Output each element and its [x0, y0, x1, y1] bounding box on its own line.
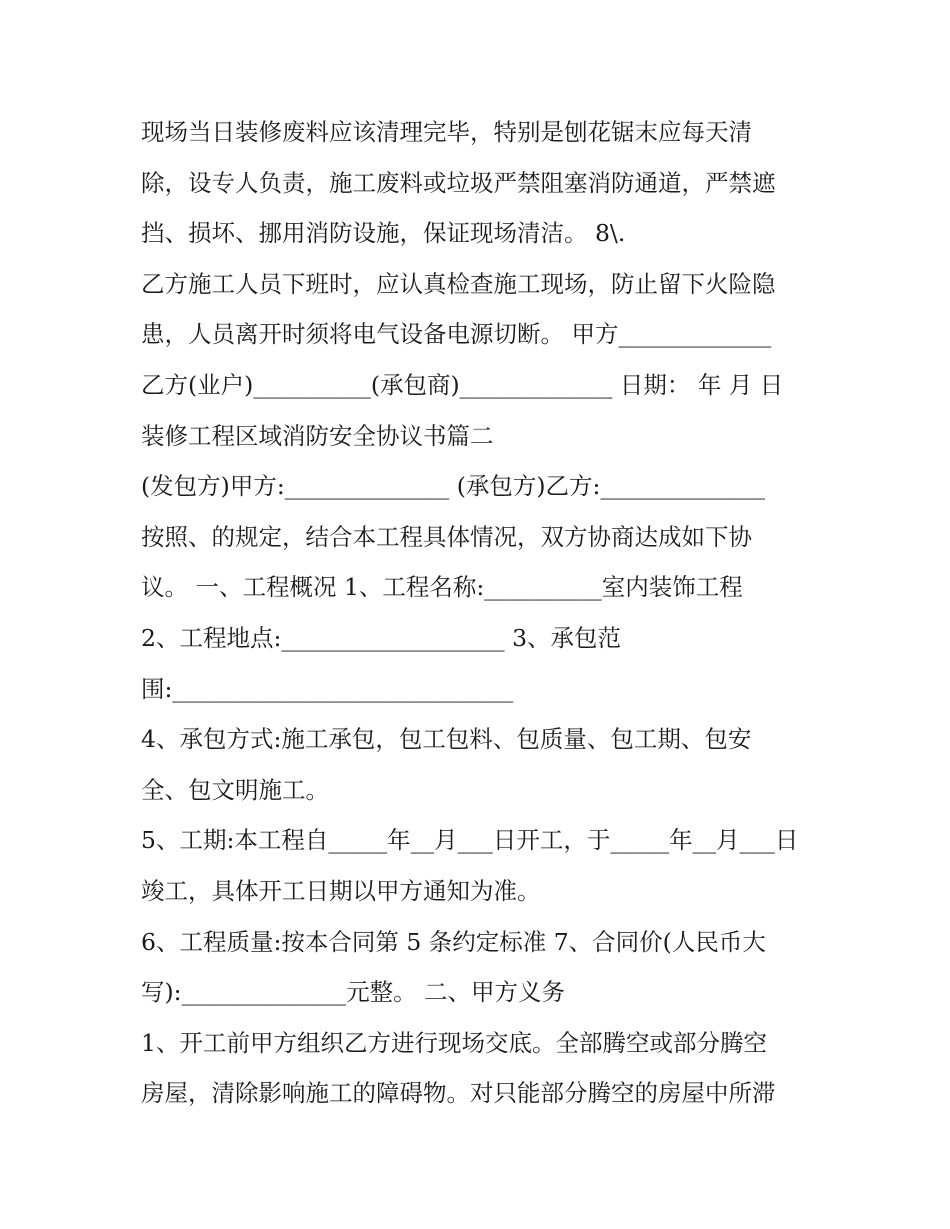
- text-line: 除，设专人负责，施工废料或垃圾严禁阻塞消防通道，严禁遮: [141, 168, 776, 197]
- text-line: 4、承包方式:施工承包，包工包料、包质量、包工期、包安: [141, 725, 752, 754]
- text-line: 乙方(业户)__________(承包商)_____________ 日期： 年 月 日: [141, 370, 784, 399]
- section-heading: 装修工程区域消防安全协议书篇二: [141, 421, 494, 450]
- text-line: 写):______________元整。 二、甲方义务: [141, 978, 566, 1007]
- text-line: 挡、损坏、挪用消防设施，保证现场清洁。 8\.: [141, 219, 626, 248]
- text-line: 围:_____________________________: [141, 674, 514, 703]
- document-body: [141, 107, 821, 1119]
- text-line: 房屋，清除影响施工的障碍物。对只能部分腾空的房屋中所滞: [141, 1079, 776, 1108]
- text-line: 现场当日装修废料应该清理完毕，特别是刨花锯末应每天清: [141, 118, 752, 146]
- text-line: 2、工程地点:___________________ 3、承包范: [141, 623, 622, 652]
- text-line: 患，人员离开时须将电气设备电源切断。 甲方_____________: [141, 320, 772, 349]
- text-line: 乙方施工人员下班时，应认真检查施工现场，防止留下火险隐: [141, 269, 776, 298]
- text-line: (发包方)甲方:______________ (承包方)乙方:______________: [141, 472, 765, 501]
- text-line: 5、工期:本工程自_____年__月___日开工，于_____年__月___日: [141, 826, 799, 855]
- text-line: 竣工，具体开工日期以甲方通知为准。: [141, 876, 541, 905]
- text-line: 6、工程质量:按本合同第 5 条约定标准 7、合同价(人民币大: [141, 927, 766, 956]
- text-line: 议。 一、工程概况 1、工程名称:__________室内装饰工程: [141, 573, 743, 602]
- text-line: 全、包文明施工。: [141, 775, 329, 804]
- text-line: 按照、的规定，结合本工程具体情况，双方协商达成如下协: [141, 522, 752, 551]
- text-line: 1、开工前甲方组织乙方进行现场交底。全部腾空或部分腾空: [141, 1028, 767, 1057]
